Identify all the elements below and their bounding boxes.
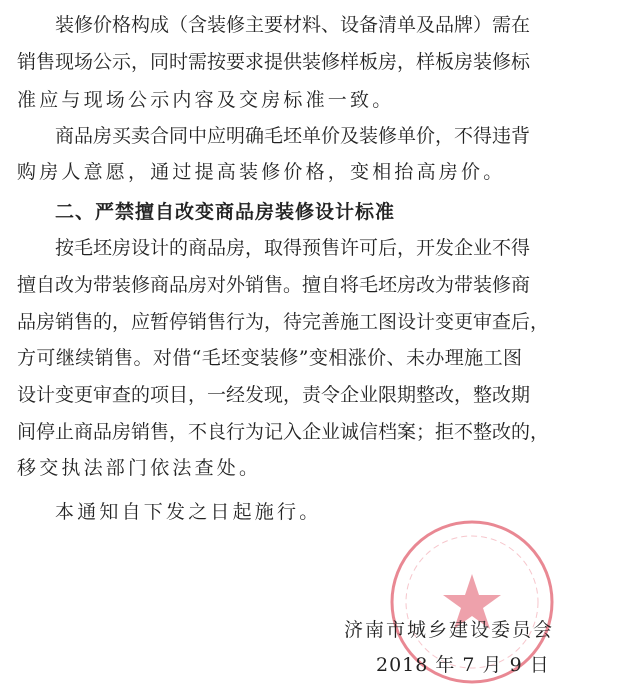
text-line: 本通知自下发之日起施行。 [55,501,322,523]
text-line: 品房销售的，应暂停销售行为，待完善施工图设计变更审查后， [17,311,550,333]
section-heading: 二、严禁擅自改变商品房装修设计标准 [55,201,396,223]
text-line: 按毛坯房设计的商品房，取得预售许可后，开发企业不得 [55,237,531,259]
text-line: 装修价格构成（含装修主要材料、设备清单及品牌）需在 [55,14,531,36]
text-line: 商品房买卖合同中应明确毛坯单价及装修单价，不得违背 [55,125,531,147]
text-line: 准应与现场公示内容及交房标准一致。 [17,89,395,111]
text-line: 擅自改为带装修商品房对外销售。擅自将毛坯房改为带装修商 [17,274,531,296]
text-line: 销售现场公示，同时需按要求提供装修样板房，样板房装修标 [17,51,531,73]
text-line: 移交执法部门依法查处。 [17,457,262,479]
text-line: 间停止商品房销售，不良行为记入企业诚信档案；拒不整改的， [17,421,550,443]
issuing-organization: 济南市城乡建设委员会 [344,619,555,641]
issue-date: 2018 年 7 月 9 日 [376,654,550,676]
text-line: 购房人意愿，通过提高装修价格，变相抬高房价。 [17,161,506,183]
text-line: 方可继续销售。对借“毛坯变装修”变相涨价、未办理施工图 [17,347,522,369]
text-line: 设计变更审查的项目，一经发现，责令企业限期整改，整改期 [17,384,531,406]
